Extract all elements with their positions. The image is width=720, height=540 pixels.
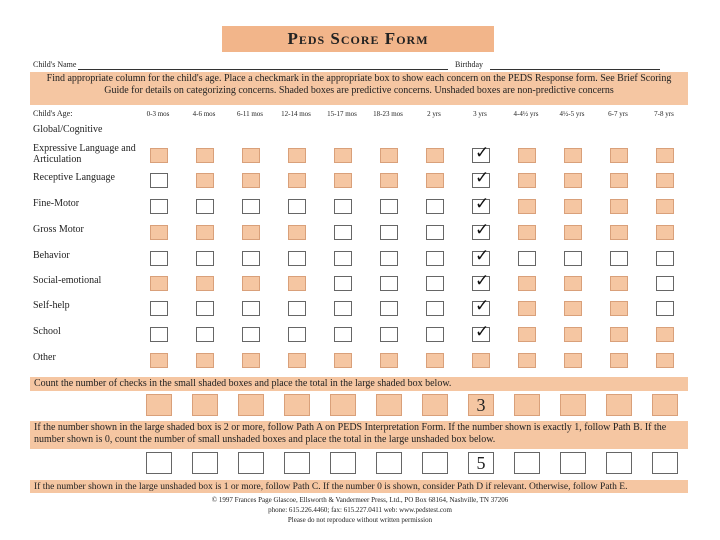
shaded-checkbox[interactable]	[564, 301, 582, 316]
unshaded-checkbox[interactable]	[334, 225, 352, 240]
age-label: Child's Age:	[33, 109, 73, 118]
checkmark-icon: ✓	[475, 296, 490, 316]
shaded-checkbox[interactable]	[380, 148, 398, 163]
unshaded-total-box[interactable]	[284, 452, 310, 474]
unshaded-checkbox[interactable]	[656, 251, 674, 266]
age-column-header: 0-3 mos	[146, 110, 170, 118]
shaded-checkbox[interactable]	[564, 276, 582, 291]
shaded-checkbox[interactable]	[518, 225, 536, 240]
shaded-checkbox[interactable]	[518, 148, 536, 163]
shaded-checkbox[interactable]	[426, 148, 444, 163]
unshaded-total-box[interactable]	[238, 452, 264, 474]
birthday-label: Birthday	[455, 60, 483, 69]
age-column-header: 6-7 yrs	[608, 110, 628, 118]
shaded-checkbox[interactable]	[150, 276, 168, 291]
shaded-checkbox[interactable]	[196, 353, 214, 368]
shaded-total-box[interactable]	[330, 394, 356, 416]
shaded-total-box[interactable]	[560, 394, 586, 416]
unshaded-total-box[interactable]	[560, 452, 586, 474]
shaded-checkbox[interactable]	[334, 148, 352, 163]
shaded-checkbox[interactable]	[564, 327, 582, 342]
unshaded-checkbox[interactable]	[150, 251, 168, 266]
shaded-checkbox[interactable]	[564, 148, 582, 163]
shaded-checkbox[interactable]	[518, 173, 536, 188]
unshaded-checkbox[interactable]	[196, 199, 214, 214]
unshaded-checkbox[interactable]	[380, 199, 398, 214]
shaded-checkbox[interactable]	[472, 353, 490, 368]
shaded-total-box[interactable]	[422, 394, 448, 416]
shaded-total-box[interactable]	[606, 394, 632, 416]
shaded-checkbox[interactable]	[288, 148, 306, 163]
unshaded-total-box[interactable]	[514, 452, 540, 474]
unshaded-checkbox[interactable]	[334, 199, 352, 214]
unshaded-checkbox[interactable]	[426, 276, 444, 291]
path-instructions-band: If the number shown in the large shaded box is 2 or more, follow Path A on PEDS Interpretation Form. If the number shown is exactly 1, follow Path B. If the number shown is 0, count the number of small unshaded boxes and place the total in the large unshaded box below.	[30, 421, 688, 449]
unshaded-checkbox[interactable]	[196, 327, 214, 342]
unshaded-total-box[interactable]	[192, 452, 218, 474]
shaded-checkbox[interactable]	[610, 301, 628, 316]
shaded-checkbox[interactable]	[242, 276, 260, 291]
unshaded-checkbox[interactable]	[288, 199, 306, 214]
shaded-checkbox[interactable]	[610, 199, 628, 214]
unshaded-checkbox[interactable]	[288, 327, 306, 342]
bottom-instructions-band: If the number shown in the large unshaded box is 1 or more, follow Path C. If the number 0 is shown, consider Path D if relevant. Otherwise, follow Path E.	[30, 480, 688, 493]
shaded-checkbox[interactable]	[380, 353, 398, 368]
unshaded-checkbox[interactable]	[196, 251, 214, 266]
shaded-checkbox[interactable]	[196, 276, 214, 291]
age-column-header: 4-6 mos	[192, 110, 216, 118]
shaded-checkbox[interactable]	[196, 148, 214, 163]
shaded-checkbox[interactable]	[288, 173, 306, 188]
unshaded-checkbox[interactable]	[426, 251, 444, 266]
unshaded-total-value: 5	[476, 453, 486, 473]
shaded-checkbox[interactable]	[242, 225, 260, 240]
unshaded-checkbox[interactable]	[380, 276, 398, 291]
shaded-checkbox[interactable]	[426, 353, 444, 368]
age-column-header: 12-14 mos	[281, 110, 311, 118]
shaded-total-box[interactable]	[652, 394, 678, 416]
checkmark-icon: ✓	[475, 322, 490, 342]
unshaded-checkbox[interactable]	[656, 301, 674, 316]
unshaded-total-box[interactable]	[146, 452, 172, 474]
checkmark-icon: ✓	[475, 220, 490, 240]
shaded-checkbox[interactable]	[196, 173, 214, 188]
shaded-total-box[interactable]	[238, 394, 264, 416]
age-column-header: 15-17 mos	[327, 110, 357, 118]
shaded-checkbox[interactable]	[656, 225, 674, 240]
shaded-checkbox[interactable]	[610, 173, 628, 188]
shaded-total-box[interactable]	[376, 394, 402, 416]
age-column-header: 7-8 yrs	[654, 110, 674, 118]
shaded-total-box[interactable]	[514, 394, 540, 416]
shaded-checkbox[interactable]	[656, 173, 674, 188]
form-title: Peds Score Form	[222, 26, 494, 52]
checkmark-icon: ✓	[475, 271, 490, 291]
shaded-checkbox[interactable]	[380, 173, 398, 188]
unshaded-total-box[interactable]	[652, 452, 678, 474]
shaded-checkbox[interactable]	[518, 301, 536, 316]
shaded-checkbox[interactable]	[610, 225, 628, 240]
shaded-checkbox[interactable]	[564, 353, 582, 368]
shaded-checkbox[interactable]	[150, 225, 168, 240]
concern-row-label: Fine-Motor	[33, 198, 80, 209]
shaded-checkbox[interactable]	[656, 148, 674, 163]
unshaded-checkbox[interactable]	[426, 327, 444, 342]
concern-row-label: Self-help	[33, 300, 70, 311]
shaded-checkbox[interactable]	[610, 327, 628, 342]
age-column-header: 4½-5 yrs	[559, 110, 585, 118]
shaded-checkbox[interactable]	[518, 353, 536, 368]
unshaded-checkbox[interactable]	[334, 301, 352, 316]
shaded-total-value: 3	[476, 395, 486, 415]
shaded-checkbox[interactable]	[242, 353, 260, 368]
unshaded-checkbox[interactable]	[150, 173, 168, 188]
unshaded-checkbox[interactable]	[288, 251, 306, 266]
age-column-header: 2 yrs	[427, 110, 441, 118]
age-column-header: 18-23 mos	[373, 110, 403, 118]
shaded-checkbox[interactable]	[288, 276, 306, 291]
footer-permission: Please do not reproduce without written permission	[287, 516, 433, 524]
shaded-checkbox[interactable]	[564, 173, 582, 188]
shaded-checkbox[interactable]	[518, 327, 536, 342]
shaded-checkbox[interactable]	[518, 199, 536, 214]
shaded-checkbox[interactable]	[656, 199, 674, 214]
child-name-line[interactable]	[78, 69, 448, 70]
instructions-band: Find appropriate column for the child's age. Place a checkmark in the appropriate box to show each concern on the PEDS Response form. See Brief Scoring Guide for details on categorizing concerns. Shaded boxes are predictive concerns. Unshaded boxes are non-predictive concerns	[30, 72, 688, 105]
unshaded-checkbox[interactable]	[334, 327, 352, 342]
birthday-line[interactable]	[490, 69, 660, 70]
shaded-checkbox[interactable]	[242, 148, 260, 163]
shaded-checkbox[interactable]	[656, 353, 674, 368]
unshaded-total-box[interactable]	[422, 452, 448, 474]
unshaded-checkbox[interactable]	[426, 225, 444, 240]
unshaded-checkbox[interactable]	[564, 251, 582, 266]
unshaded-checkbox[interactable]	[242, 301, 260, 316]
shaded-checkbox[interactable]	[334, 173, 352, 188]
shaded-checkbox[interactable]	[242, 173, 260, 188]
age-column-header: 6-11 mos	[237, 110, 263, 118]
shaded-total-box[interactable]	[146, 394, 172, 416]
unshaded-total-box[interactable]	[330, 452, 356, 474]
age-column-header: 4-4½ yrs	[513, 110, 539, 118]
checkmark-icon: ✓	[475, 143, 490, 163]
unshaded-checkbox[interactable]	[242, 327, 260, 342]
concern-row-label: Gross Motor	[33, 224, 84, 235]
shaded-checkbox[interactable]	[334, 353, 352, 368]
shaded-checkbox[interactable]	[288, 353, 306, 368]
footer-contact: phone: 615.226.4460; fax: 615.227.0411 web: www.pedstest.com	[268, 506, 452, 514]
checkmark-icon: ✓	[475, 246, 490, 266]
unshaded-checkbox[interactable]	[150, 199, 168, 214]
shaded-checkbox[interactable]	[564, 199, 582, 214]
child-name-label: Child's Name	[33, 60, 77, 69]
unshaded-checkbox[interactable]	[150, 327, 168, 342]
unshaded-checkbox[interactable]	[380, 327, 398, 342]
unshaded-checkbox[interactable]	[288, 301, 306, 316]
shaded-checkbox[interactable]	[518, 276, 536, 291]
checkmark-icon: ✓	[475, 168, 490, 188]
concern-row-label: Other	[33, 352, 56, 363]
shaded-total-box[interactable]	[284, 394, 310, 416]
concern-row-label: Expressive Language and Articulation	[33, 143, 136, 165]
shaded-checkbox[interactable]	[656, 327, 674, 342]
unshaded-checkbox[interactable]	[610, 251, 628, 266]
unshaded-checkbox[interactable]	[518, 251, 536, 266]
unshaded-checkbox[interactable]	[196, 301, 214, 316]
footer-copyright: © 1997 Frances Page Glascoe, Ellsworth & Vandermeer Press, Ltd., PO Box 68164, Nashville, TN 37206	[211, 496, 509, 504]
concern-row-label: Receptive Language	[33, 172, 115, 183]
unshaded-checkbox[interactable]	[334, 276, 352, 291]
checkmark-icon: ✓	[475, 194, 490, 214]
unshaded-checkbox[interactable]	[426, 301, 444, 316]
unshaded-total-box[interactable]	[376, 452, 402, 474]
shaded-checkbox[interactable]	[150, 148, 168, 163]
unshaded-checkbox[interactable]	[242, 199, 260, 214]
unshaded-checkbox[interactable]	[380, 225, 398, 240]
shaded-checkbox[interactable]	[610, 276, 628, 291]
shaded-checkbox[interactable]	[288, 225, 306, 240]
concern-row-label: Global/Cognitive	[33, 124, 103, 135]
unshaded-checkbox[interactable]	[150, 301, 168, 316]
unshaded-checkbox[interactable]	[242, 251, 260, 266]
shaded-total-box[interactable]	[192, 394, 218, 416]
shaded-checkbox[interactable]	[196, 225, 214, 240]
unshaded-checkbox[interactable]	[380, 251, 398, 266]
concern-row-label: Social-emotional	[33, 275, 102, 286]
shaded-checkbox[interactable]	[150, 353, 168, 368]
unshaded-total-box[interactable]	[606, 452, 632, 474]
shaded-checkbox[interactable]	[426, 173, 444, 188]
unshaded-checkbox[interactable]	[380, 301, 398, 316]
count-shaded-band: Count the number of checks in the small shaded boxes and place the total in the large shaded box below.	[30, 377, 688, 391]
unshaded-checkbox[interactable]	[656, 276, 674, 291]
shaded-checkbox[interactable]	[564, 225, 582, 240]
unshaded-checkbox[interactable]	[334, 251, 352, 266]
concern-row-label: Behavior	[33, 250, 70, 261]
shaded-checkbox[interactable]	[610, 148, 628, 163]
age-column-header: 3 yrs	[473, 110, 487, 118]
unshaded-checkbox[interactable]	[426, 199, 444, 214]
shaded-checkbox[interactable]	[610, 353, 628, 368]
concern-row-label: School	[33, 326, 61, 337]
